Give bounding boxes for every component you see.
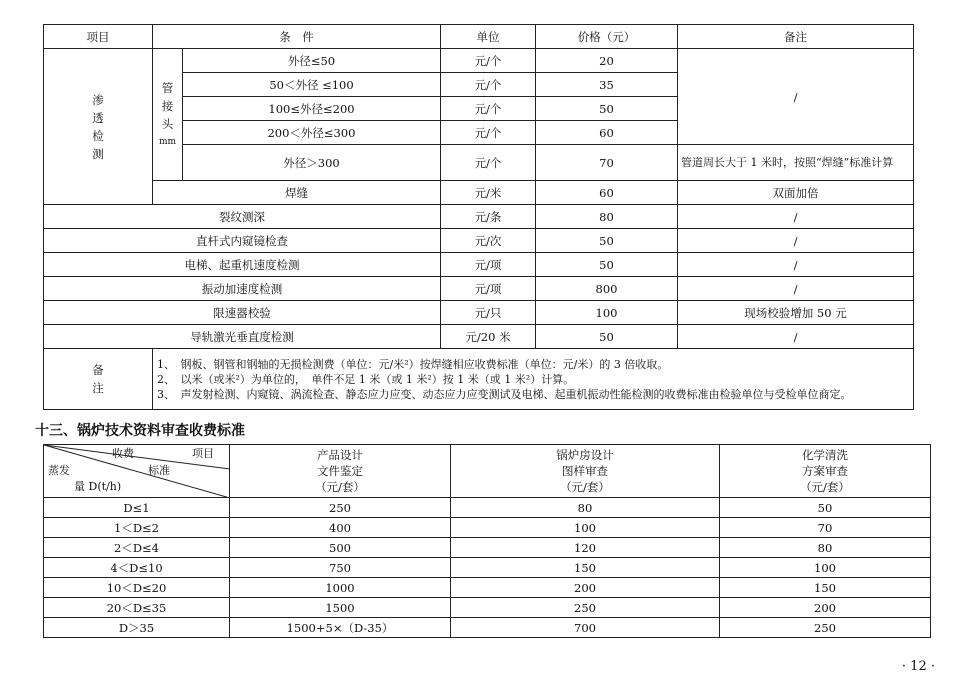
- table-row: [44, 618, 931, 638]
- diag-label-item: 项目: [192, 447, 214, 460]
- notes-label: 备 注: [44, 349, 153, 410]
- header-remark: 备注: [678, 25, 914, 49]
- unit-cell: 元/米: [441, 181, 536, 205]
- table-row: [44, 205, 914, 229]
- unit-cell: 元/条: [441, 205, 536, 229]
- condition-cell: 外径≤50: [183, 49, 441, 73]
- unit-cell: 元/项: [441, 277, 536, 301]
- boiler-review-fee-table: [43, 444, 931, 638]
- remark-cell: /: [678, 253, 914, 277]
- pipe-joint-label: 管 接 头 mm: [153, 49, 183, 181]
- fee-cell: 1500: [230, 598, 451, 618]
- fee-cell: 150: [720, 578, 931, 598]
- diag-label-evap: 蒸发: [48, 464, 70, 477]
- fee-cell: 1000: [230, 578, 451, 598]
- header-price: 价格（元）: [536, 25, 678, 49]
- price-cell: 80: [536, 205, 678, 229]
- remark-cell: 管道周长大于 1 米时，按照“焊缝”标准计算: [678, 145, 914, 181]
- weld-condition: 焊缝: [153, 181, 441, 205]
- condition-cell: 50＜外径 ≤100: [183, 73, 441, 97]
- remark-cell: /: [678, 325, 914, 349]
- item-name: 限速器校验: [44, 301, 441, 325]
- fee-cell: 120: [451, 538, 720, 558]
- range-cell: D≤1: [44, 498, 230, 518]
- condition-cell: 外径＞300: [183, 145, 441, 181]
- table-row: [44, 253, 914, 277]
- fee-cell: 700: [451, 618, 720, 638]
- price-cell: 20: [536, 49, 678, 73]
- price-cell: 60: [536, 121, 678, 145]
- table-row: [44, 538, 931, 558]
- unit-cell: 元/次: [441, 229, 536, 253]
- fee-cell: 80: [720, 538, 931, 558]
- price-cell: 50: [536, 97, 678, 121]
- remark-cell: /: [678, 277, 914, 301]
- range-cell: 10＜D≤20: [44, 578, 230, 598]
- fee-cell: 250: [720, 618, 931, 638]
- range-cell: 4＜D≤10: [44, 558, 230, 578]
- unit-cell: 元/个: [441, 49, 536, 73]
- diag-label-fee: 收费: [112, 447, 134, 460]
- fee-cell: 200: [720, 598, 931, 618]
- table-header-row: [44, 25, 914, 49]
- range-cell: 2＜D≤4: [44, 538, 230, 558]
- remark-cell: /: [678, 205, 914, 229]
- remark-cell: /: [678, 49, 914, 145]
- fee-cell: 50: [720, 498, 931, 518]
- unit-cell: 元/只: [441, 301, 536, 325]
- table-row: [44, 301, 914, 325]
- price-cell: 70: [536, 145, 678, 181]
- fee-cell: 400: [230, 518, 451, 538]
- item-name: 振动加速度检测: [44, 277, 441, 301]
- header-condition: 条 件: [153, 25, 441, 49]
- fee-cell: 70: [720, 518, 931, 538]
- note-item: 1、 钢板、钢管和钢轴的无损检测费（单位：元/米²）按焊缝相应收费标准（单位：元/米）的 3 倍收取。: [157, 357, 669, 371]
- price-cell: 50: [536, 229, 678, 253]
- fee-cell: 150: [451, 558, 720, 578]
- note-item: 2、 以米（或米²）为单位的， 单件不足 1 米（或 1 米²）按 1 米（或 1 米²）计算。: [157, 372, 575, 386]
- notes-row: [44, 349, 914, 410]
- header-item: 项目: [44, 25, 153, 49]
- table-row: [44, 558, 931, 578]
- header-boiler-room-design: 锅炉房设计 图样审查 （元/套）: [451, 445, 720, 498]
- condition-cell: 200＜外径≤300: [183, 121, 441, 145]
- header-product-design: 产品设计 文件鉴定 （元/套）: [230, 445, 451, 498]
- fee-cell: 250: [451, 598, 720, 618]
- unit-cell: 元/20 米: [441, 325, 536, 349]
- page-number: · 12 ·: [901, 659, 935, 674]
- price-cell: 100: [536, 301, 678, 325]
- table-row: [44, 498, 931, 518]
- price-cell: 800: [536, 277, 678, 301]
- header-chemical-cleaning: 化学清洗 方案审查 （元/套）: [720, 445, 931, 498]
- unit-cell: 元/个: [441, 121, 536, 145]
- price-cell: 35: [536, 73, 678, 97]
- fee-cell: 1500+5×（D-35）: [230, 618, 451, 638]
- table-row: [44, 325, 914, 349]
- item-name: 导轨激光垂直度检测: [44, 325, 441, 349]
- range-cell: 1＜D≤2: [44, 518, 230, 538]
- unit-cell: 元/个: [441, 73, 536, 97]
- note-item: 3、 声发射检测、内窥镜、涡流检查、静态应力应变、动态应力应变测试及电梯、起重机振动性能检测的收费标准由检验单位与受检单位商定。: [157, 387, 852, 401]
- remark-cell: /: [678, 229, 914, 253]
- notes-content: [153, 349, 914, 410]
- table-row: [44, 181, 914, 205]
- price-cell: 60: [536, 181, 678, 205]
- table-row: [44, 578, 931, 598]
- unit-cell: 元/项: [441, 253, 536, 277]
- penetration-test-label: 渗 透 检 测: [44, 49, 153, 205]
- fee-cell: 200: [451, 578, 720, 598]
- unit-cell: 元/个: [441, 97, 536, 121]
- table-row: [44, 518, 931, 538]
- table-row: [44, 598, 931, 618]
- table-row: [44, 49, 914, 73]
- fee-cell: 100: [720, 558, 931, 578]
- fee-cell: 100: [451, 518, 720, 538]
- remark-cell: 双面加倍: [678, 181, 914, 205]
- header-unit: 单位: [441, 25, 536, 49]
- inspection-fee-table: [43, 24, 914, 410]
- item-name: 直杆式内窥镜检查: [44, 229, 441, 253]
- section-title: 十三、锅炉技术资料审查收费标准: [35, 423, 245, 439]
- table-header-row: [44, 445, 931, 498]
- remark-cell: 现场校验增加 50 元: [678, 301, 914, 325]
- diag-label-capacity: 量 D(t/h): [74, 480, 122, 493]
- condition-cell: 100≤外径≤200: [183, 97, 441, 121]
- fee-cell: 250: [230, 498, 451, 518]
- item-name: 电梯、起重机速度检测: [44, 253, 441, 277]
- diagonal-header-cell: [44, 445, 230, 498]
- range-cell: D＞35: [44, 618, 230, 638]
- table-row: [44, 229, 914, 253]
- item-name: 裂纹测深: [44, 205, 441, 229]
- unit-cell: 元/个: [441, 145, 536, 181]
- fee-cell: 80: [451, 498, 720, 518]
- table-row: [44, 277, 914, 301]
- price-cell: 50: [536, 253, 678, 277]
- price-cell: 50: [536, 325, 678, 349]
- fee-cell: 750: [230, 558, 451, 578]
- fee-cell: 500: [230, 538, 451, 558]
- range-cell: 20＜D≤35: [44, 598, 230, 618]
- diag-label-standard: 标准: [148, 464, 170, 477]
